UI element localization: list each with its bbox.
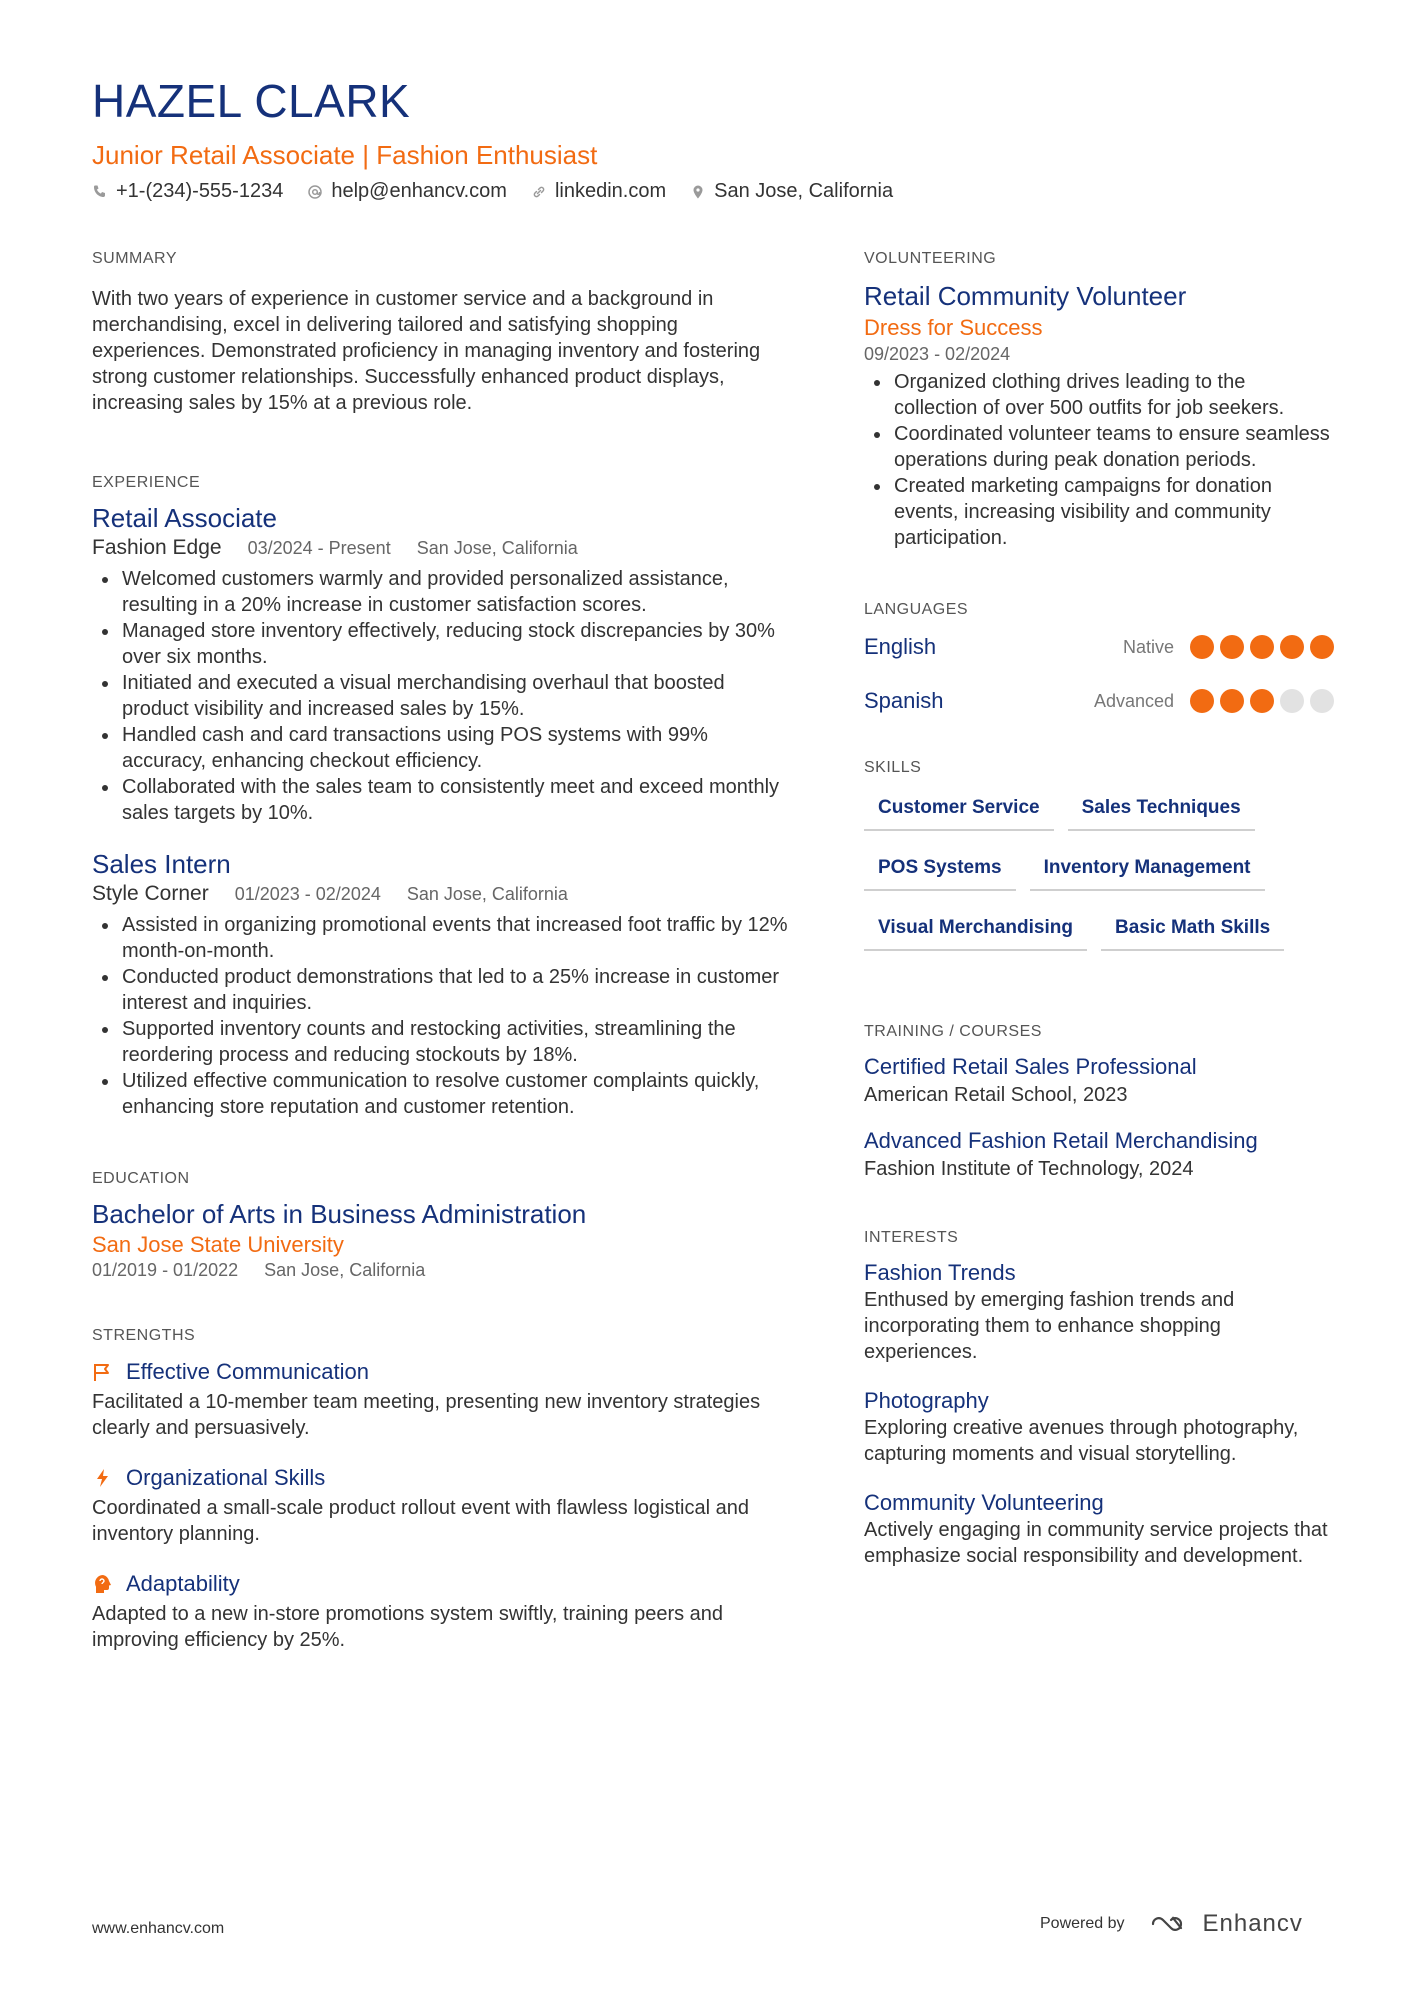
- contact-location-text: San Jose, California: [714, 180, 894, 202]
- education-school: San Jose State University: [92, 1232, 344, 1257]
- interest-title: Fashion Trends: [864, 1260, 1016, 1285]
- summary-section: [92, 250, 792, 416]
- interests-heading: INTERESTS: [864, 1229, 959, 1246]
- volunteer-bullets: [864, 369, 1334, 551]
- enhancv-logo-icon: [1149, 1912, 1195, 1936]
- strength-item-header: [92, 1359, 792, 1385]
- left-column: [92, 250, 792, 1653]
- job-bullet: • Supported inventory counts and restocking activities, streamlining the reordering process and reducing stockouts by 18%.: [120, 1016, 792, 1068]
- education-section: [92, 1170, 792, 1281]
- rating-dot-filled: [1280, 635, 1304, 659]
- interest-title: Community Volunteering: [864, 1490, 1104, 1515]
- job-location: San Jose, California: [406, 884, 568, 904]
- interest-item: [864, 1259, 1334, 1365]
- volunteer-dates: 09/2023 - 02/2024: [864, 344, 1011, 364]
- job-company: Fashion Edge: [92, 536, 222, 559]
- interest-title: Photography: [864, 1388, 989, 1413]
- contact-email[interactable]: [307, 180, 507, 203]
- skills-section: [864, 759, 1334, 971]
- rating-dot-filled: [1190, 635, 1214, 659]
- skills-heading: SKILLS: [864, 759, 922, 776]
- rating-dot-filled: [1250, 635, 1274, 659]
- course-provider: American Retail School, 2023: [864, 1084, 1128, 1106]
- course-title: Advanced Fashion Retail Merchandising: [864, 1128, 1258, 1153]
- strength-text: Coordinated a small-scale product rollout event with flawless logistical and inventory planning.: [92, 1497, 749, 1545]
- volunteering-section: [864, 250, 1334, 551]
- language-row: [864, 627, 1334, 667]
- contact-linkedin[interactable]: [531, 180, 666, 203]
- powered-by-label: Powered by: [1040, 1915, 1125, 1932]
- interest-text: Exploring creative avenues through photography, capturing moments and visual storytelling.: [864, 1417, 1299, 1465]
- language-rating: [1190, 635, 1334, 659]
- volunteer-bullet: • Coordinated volunteer teams to ensure seamless operations during peak donation periods.: [892, 421, 1334, 473]
- summary-heading: SUMMARY: [92, 250, 177, 267]
- at-icon: [307, 184, 323, 200]
- job-bullets: [92, 912, 792, 1120]
- skill-tag: Visual Merchandising: [864, 911, 1087, 951]
- language-level: Advanced: [1093, 690, 1174, 711]
- strength-item-header: [92, 1465, 792, 1491]
- job-location: San Jose, California: [416, 538, 578, 558]
- rating-dot-empty: [1280, 689, 1304, 713]
- summary-text: With two years of experience in customer service and a background in merchandising, excel in delivering tailored and satisfying shopping experiences. Demonstrated proficiency in managing inventory and fostering strong customer relationships. Successfully enhanced product displays, increasing sales by 15% at a previous role.: [92, 288, 761, 414]
- phone-icon: [92, 184, 108, 200]
- skill-tag: Sales Techniques: [1068, 791, 1255, 831]
- education-meta: [92, 1260, 792, 1281]
- language-name: English: [864, 634, 937, 659]
- skill-tag: Inventory Management: [1030, 851, 1265, 891]
- volunteer-org: Dress for Success: [864, 315, 1043, 340]
- skill-tag: Basic Math Skills: [1101, 911, 1284, 951]
- volunteer-bullet: • Organized clothing drives leading to the collection of over 500 outfits for job seekers.: [892, 369, 1334, 421]
- course-provider: Fashion Institute of Technology, 2024: [864, 1158, 1194, 1180]
- right-column: [864, 250, 1334, 1569]
- interest-text: Enthused by emerging fashion trends and incorporating them to enhance shopping experiences.: [864, 1289, 1235, 1363]
- education-degree: Bachelor of Arts in Business Administration: [92, 1199, 587, 1229]
- contact-phone: [92, 180, 283, 203]
- brand-logo[interactable]: [1149, 1910, 1303, 1938]
- job-entry: [92, 848, 792, 1120]
- job-company: Style Corner: [92, 882, 209, 905]
- volunteer-role: Retail Community Volunteer: [864, 281, 1187, 311]
- interest-item: [864, 1489, 1334, 1569]
- volunteer-bullet: • Created marketing campaigns for donation events, increasing visibility and community participation.: [892, 473, 1334, 551]
- rating-dot-filled: [1220, 635, 1244, 659]
- strength-text: Facilitated a 10-member team meeting, presenting new inventory strategies clearly and persuasively.: [92, 1391, 761, 1439]
- candidate-subtitle: Junior Retail Associate | Fashion Enthusiast: [92, 140, 598, 170]
- skill-tag: Customer Service: [864, 791, 1054, 831]
- strengths-section: [92, 1327, 792, 1653]
- experience-section: [92, 474, 792, 1120]
- course-item: [864, 1053, 1334, 1109]
- strength-title: Adaptability: [126, 1571, 240, 1596]
- strengths-heading: STRENGTHS: [92, 1327, 196, 1344]
- brain-icon: [92, 1573, 114, 1595]
- language-rating: [1190, 689, 1334, 713]
- education-heading: EDUCATION: [92, 1170, 190, 1187]
- strength-item: [92, 1465, 792, 1547]
- job-bullet: • Welcomed customers warmly and provided personalized assistance, resulting in a 20% increase in customer satisfaction scores.: [120, 566, 792, 618]
- job-bullet: • Utilized effective communication to resolve customer complaints quickly, enhancing store reputation and customer retention.: [120, 1068, 792, 1120]
- brand-name: Enhancv: [1202, 1910, 1303, 1937]
- skill-tag: POS Systems: [864, 851, 1016, 891]
- job-entry: [92, 502, 792, 826]
- job-bullet: • Handled cash and card transactions using POS systems with 99% accuracy, enhancing checkout efficiency.: [120, 722, 792, 774]
- languages-section: [864, 601, 1334, 721]
- strength-item-header: [92, 1571, 792, 1597]
- contact-location: [690, 180, 893, 203]
- link-icon: [531, 184, 547, 200]
- strength-text: Adapted to a new in-store promotions system swiftly, training peers and improving efficiency by 25%.: [92, 1603, 724, 1651]
- contact-phone-text: +1-(234)-555-1234: [116, 180, 284, 202]
- experience-heading: EXPERIENCE: [92, 474, 201, 491]
- language-row: [864, 681, 1334, 721]
- job-bullets: [92, 566, 792, 826]
- rating-dot-filled: [1310, 635, 1334, 659]
- course-item: [864, 1127, 1334, 1183]
- job-title: Sales Intern: [92, 849, 231, 879]
- location-pin-icon: [690, 184, 706, 200]
- language-level: Native: [1122, 636, 1174, 657]
- strength-title: Organizational Skills: [126, 1465, 326, 1490]
- education-dates: 01/2019 - 01/2022: [92, 1260, 239, 1280]
- job-bullet: • Collaborated with the sales team to consistently meet and exceed monthly sales targets by 10%.: [120, 774, 792, 826]
- interest-item: [864, 1387, 1334, 1467]
- job-bullet: • Conducted product demonstrations that led to a 25% increase in customer interest and inquiries.: [120, 964, 792, 1016]
- strength-title: Effective Communication: [126, 1359, 369, 1384]
- job-meta: [92, 882, 792, 906]
- footer-branding: [1040, 1910, 1303, 1938]
- rating-dot-filled: [1190, 689, 1214, 713]
- languages-heading: LANGUAGES: [864, 601, 969, 618]
- training-section: [864, 1023, 1334, 1183]
- strength-item: [92, 1359, 792, 1441]
- job-dates: 03/2024 - Present: [247, 538, 391, 558]
- contact-email-text: help@enhancv.com: [331, 180, 507, 202]
- volunteering-heading: VOLUNTEERING: [864, 250, 997, 267]
- candidate-name: HAZEL CLARK: [92, 75, 411, 127]
- rating-dot-filled: [1250, 689, 1274, 713]
- interest-text: Actively engaging in community service projects that emphasize social responsibility and development.: [864, 1519, 1328, 1567]
- strength-item: [92, 1571, 792, 1653]
- interests-section: [864, 1229, 1334, 1569]
- job-bullet: • Managed store inventory effectively, reducing stock discrepancies by 30% over six months.: [120, 618, 792, 670]
- flag-icon: [92, 1361, 114, 1383]
- course-title: Certified Retail Sales Professional: [864, 1054, 1197, 1079]
- training-heading: TRAINING / COURSES: [864, 1023, 1042, 1040]
- job-bullet: • Assisted in organizing promotional events that increased foot traffic by 12% month-on-month.: [120, 912, 792, 964]
- job-title: Retail Associate: [92, 503, 277, 533]
- language-name: Spanish: [864, 688, 944, 713]
- education-location: San Jose, California: [264, 1260, 426, 1280]
- lightning-icon: [92, 1467, 114, 1489]
- job-bullet: • Initiated and executed a visual merchandising overhaul that boosted product visibility and increased sales by 15%.: [120, 670, 792, 722]
- job-dates: 01/2023 - 02/2024: [234, 884, 381, 904]
- rating-dot-empty: [1310, 689, 1334, 713]
- job-meta: [92, 536, 792, 560]
- footer-website[interactable]: www.enhancv.com: [92, 1920, 225, 1937]
- skills-list: [864, 791, 1334, 971]
- contact-row: [92, 180, 893, 203]
- contact-linkedin-text: linkedin.com: [554, 180, 667, 202]
- rating-dot-filled: [1220, 689, 1244, 713]
